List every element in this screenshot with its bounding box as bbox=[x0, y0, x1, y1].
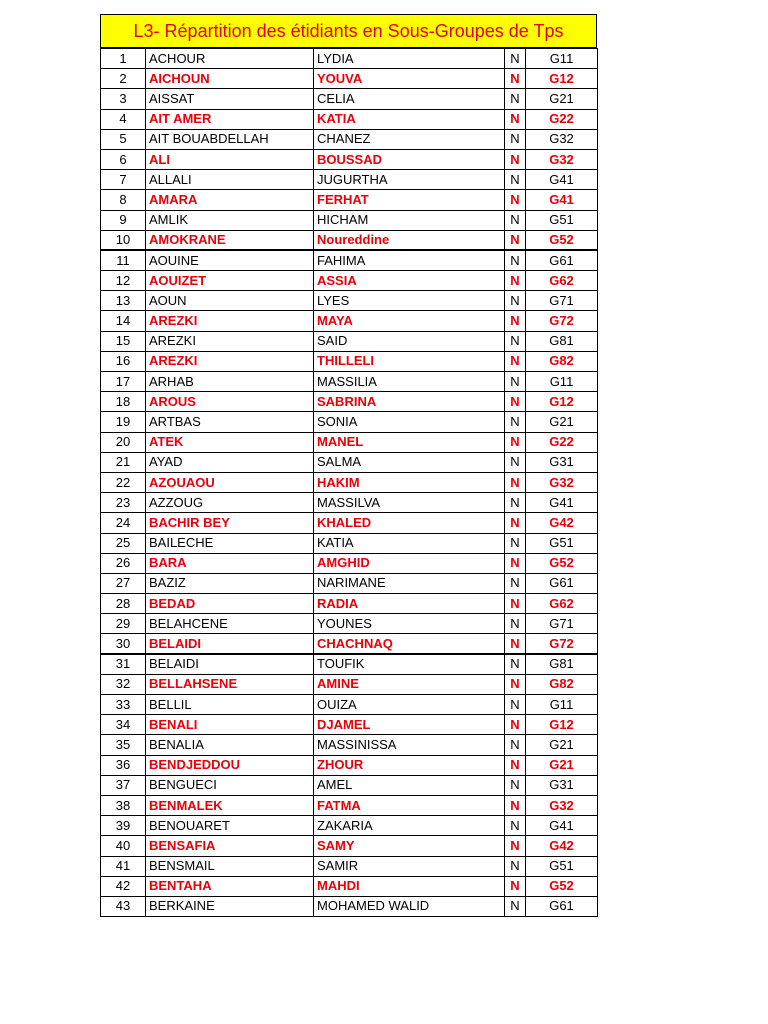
first-name-cell: MASSILVA bbox=[314, 493, 505, 513]
last-name-cell: BENALIA bbox=[146, 735, 314, 755]
row-number: 22 bbox=[101, 472, 146, 492]
status-cell: N bbox=[505, 715, 526, 735]
table-row bbox=[101, 210, 598, 230]
last-name-cell: AROUS bbox=[146, 392, 314, 412]
table-row bbox=[101, 553, 598, 573]
status-cell: N bbox=[505, 856, 526, 876]
sheet-title: L3- Répartition des étidiants en Sous-Groupes de Tps bbox=[100, 14, 597, 48]
table-row bbox=[101, 513, 598, 533]
table-row bbox=[101, 49, 598, 69]
student-sheet bbox=[100, 14, 597, 917]
last-name-cell: BERKAINE bbox=[146, 896, 314, 916]
last-name-cell: AOUINE bbox=[146, 250, 314, 270]
table-row bbox=[101, 170, 598, 190]
group-cell: G41 bbox=[526, 190, 598, 210]
last-name-cell: AICHOUN bbox=[146, 69, 314, 89]
status-cell: N bbox=[505, 876, 526, 896]
row-number: 28 bbox=[101, 594, 146, 614]
table-row bbox=[101, 836, 598, 856]
group-cell: G41 bbox=[526, 170, 598, 190]
last-name-cell: BELAIDI bbox=[146, 654, 314, 674]
table-row bbox=[101, 594, 598, 614]
last-name-cell: BENSMAIL bbox=[146, 856, 314, 876]
row-number: 41 bbox=[101, 856, 146, 876]
table-row bbox=[101, 311, 598, 331]
table-row bbox=[101, 573, 598, 593]
first-name-cell: CHACHNAQ bbox=[314, 634, 505, 654]
status-cell: N bbox=[505, 472, 526, 492]
table-row bbox=[101, 472, 598, 492]
group-cell: G21 bbox=[526, 755, 598, 775]
group-cell: G62 bbox=[526, 594, 598, 614]
table-row bbox=[101, 816, 598, 836]
group-cell: G32 bbox=[526, 795, 598, 815]
status-cell: N bbox=[505, 795, 526, 815]
status-cell: N bbox=[505, 412, 526, 432]
first-name-cell: AMINE bbox=[314, 674, 505, 694]
first-name-cell: SAID bbox=[314, 331, 505, 351]
table-row bbox=[101, 876, 598, 896]
group-cell: G61 bbox=[526, 896, 598, 916]
last-name-cell: BARA bbox=[146, 553, 314, 573]
row-number: 30 bbox=[101, 634, 146, 654]
last-name-cell: BELLIL bbox=[146, 695, 314, 715]
status-cell: N bbox=[505, 351, 526, 371]
status-cell: N bbox=[505, 654, 526, 674]
last-name-cell: BENTAHA bbox=[146, 876, 314, 896]
table-row bbox=[101, 129, 598, 149]
group-cell: G32 bbox=[526, 472, 598, 492]
last-name-cell: BENMALEK bbox=[146, 795, 314, 815]
status-cell: N bbox=[505, 129, 526, 149]
group-cell: G41 bbox=[526, 816, 598, 836]
group-cell: G72 bbox=[526, 311, 598, 331]
last-name-cell: AREZKI bbox=[146, 331, 314, 351]
table-row bbox=[101, 89, 598, 109]
last-name-cell: AOUIZET bbox=[146, 271, 314, 291]
table-row bbox=[101, 695, 598, 715]
row-number: 24 bbox=[101, 513, 146, 533]
last-name-cell: BENOUARET bbox=[146, 816, 314, 836]
status-cell: N bbox=[505, 331, 526, 351]
row-number: 20 bbox=[101, 432, 146, 452]
first-name-cell: AMEL bbox=[314, 775, 505, 795]
last-name-cell: BACHIR BEY bbox=[146, 513, 314, 533]
first-name-cell: MAYA bbox=[314, 311, 505, 331]
table-row bbox=[101, 271, 598, 291]
table-row bbox=[101, 775, 598, 795]
group-cell: G42 bbox=[526, 513, 598, 533]
group-cell: G51 bbox=[526, 533, 598, 553]
first-name-cell: ASSIA bbox=[314, 271, 505, 291]
group-cell: G52 bbox=[526, 876, 598, 896]
table-row bbox=[101, 634, 598, 654]
group-cell: G62 bbox=[526, 271, 598, 291]
row-number: 6 bbox=[101, 149, 146, 169]
status-cell: N bbox=[505, 695, 526, 715]
first-name-cell: ZHOUR bbox=[314, 755, 505, 775]
row-number: 12 bbox=[101, 271, 146, 291]
group-cell: G12 bbox=[526, 392, 598, 412]
table-row bbox=[101, 896, 598, 916]
first-name-cell: KHALED bbox=[314, 513, 505, 533]
status-cell: N bbox=[505, 614, 526, 634]
table-row bbox=[101, 392, 598, 412]
last-name-cell: ALLALI bbox=[146, 170, 314, 190]
group-cell: G11 bbox=[526, 695, 598, 715]
status-cell: N bbox=[505, 49, 526, 69]
group-cell: G41 bbox=[526, 493, 598, 513]
group-cell: G21 bbox=[526, 89, 598, 109]
first-name-cell: SONIA bbox=[314, 412, 505, 432]
group-cell: G82 bbox=[526, 351, 598, 371]
first-name-cell: Noureddine bbox=[314, 230, 505, 250]
table-row bbox=[101, 654, 598, 674]
status-cell: N bbox=[505, 250, 526, 270]
row-number: 35 bbox=[101, 735, 146, 755]
row-number: 38 bbox=[101, 795, 146, 815]
row-number: 3 bbox=[101, 89, 146, 109]
first-name-cell: THILLELI bbox=[314, 351, 505, 371]
row-number: 29 bbox=[101, 614, 146, 634]
group-cell: G21 bbox=[526, 735, 598, 755]
status-cell: N bbox=[505, 311, 526, 331]
group-cell: G31 bbox=[526, 452, 598, 472]
table-row bbox=[101, 291, 598, 311]
group-cell: G82 bbox=[526, 674, 598, 694]
group-cell: G11 bbox=[526, 372, 598, 392]
status-cell: N bbox=[505, 392, 526, 412]
first-name-cell: CELIA bbox=[314, 89, 505, 109]
table-row bbox=[101, 755, 598, 775]
group-cell: G61 bbox=[526, 573, 598, 593]
last-name-cell: AZOUAOU bbox=[146, 472, 314, 492]
table-row bbox=[101, 452, 598, 472]
table-row bbox=[101, 856, 598, 876]
row-number: 10 bbox=[101, 230, 146, 250]
last-name-cell: BELAHCENE bbox=[146, 614, 314, 634]
row-number: 37 bbox=[101, 775, 146, 795]
group-cell: G32 bbox=[526, 149, 598, 169]
row-number: 4 bbox=[101, 109, 146, 129]
row-number: 25 bbox=[101, 533, 146, 553]
row-number: 33 bbox=[101, 695, 146, 715]
first-name-cell: HAKIM bbox=[314, 472, 505, 492]
group-cell: G12 bbox=[526, 69, 598, 89]
row-number: 1 bbox=[101, 49, 146, 69]
first-name-cell: RADIA bbox=[314, 594, 505, 614]
table-row bbox=[101, 493, 598, 513]
group-cell: G21 bbox=[526, 412, 598, 432]
first-name-cell: LYES bbox=[314, 291, 505, 311]
table-row bbox=[101, 250, 598, 270]
last-name-cell: BENALI bbox=[146, 715, 314, 735]
group-cell: G22 bbox=[526, 109, 598, 129]
last-name-cell: ARHAB bbox=[146, 372, 314, 392]
first-name-cell: FERHAT bbox=[314, 190, 505, 210]
group-cell: G81 bbox=[526, 654, 598, 674]
last-name-cell: BENSAFIA bbox=[146, 836, 314, 856]
table-row bbox=[101, 715, 598, 735]
status-cell: N bbox=[505, 836, 526, 856]
status-cell: N bbox=[505, 533, 526, 553]
row-number: 40 bbox=[101, 836, 146, 856]
group-cell: G72 bbox=[526, 634, 598, 654]
row-number: 39 bbox=[101, 816, 146, 836]
status-cell: N bbox=[505, 493, 526, 513]
group-cell: G51 bbox=[526, 856, 598, 876]
last-name-cell: BELLAHSENE bbox=[146, 674, 314, 694]
row-number: 13 bbox=[101, 291, 146, 311]
student-table bbox=[100, 48, 598, 917]
student-table-body bbox=[101, 49, 598, 917]
first-name-cell: AMGHID bbox=[314, 553, 505, 573]
last-name-cell: AIT BOUABDELLAH bbox=[146, 129, 314, 149]
last-name-cell: BAILECHE bbox=[146, 533, 314, 553]
first-name-cell: JUGURTHA bbox=[314, 170, 505, 190]
table-row bbox=[101, 109, 598, 129]
last-name-cell: ACHOUR bbox=[146, 49, 314, 69]
table-row bbox=[101, 432, 598, 452]
table-row bbox=[101, 795, 598, 815]
last-name-cell: AYAD bbox=[146, 452, 314, 472]
first-name-cell: MASSILIA bbox=[314, 372, 505, 392]
last-name-cell: ARTBAS bbox=[146, 412, 314, 432]
row-number: 23 bbox=[101, 493, 146, 513]
status-cell: N bbox=[505, 109, 526, 129]
status-cell: N bbox=[505, 674, 526, 694]
group-cell: G31 bbox=[526, 775, 598, 795]
row-number: 19 bbox=[101, 412, 146, 432]
first-name-cell: SABRINA bbox=[314, 392, 505, 412]
last-name-cell: ALI bbox=[146, 149, 314, 169]
status-cell: N bbox=[505, 291, 526, 311]
last-name-cell: BEDAD bbox=[146, 594, 314, 614]
row-number: 11 bbox=[101, 250, 146, 270]
first-name-cell: DJAMEL bbox=[314, 715, 505, 735]
row-number: 36 bbox=[101, 755, 146, 775]
last-name-cell: AIT AMER bbox=[146, 109, 314, 129]
first-name-cell: BOUSSAD bbox=[314, 149, 505, 169]
first-name-cell: FATMA bbox=[314, 795, 505, 815]
status-cell: N bbox=[505, 755, 526, 775]
first-name-cell: NARIMANE bbox=[314, 573, 505, 593]
status-cell: N bbox=[505, 149, 526, 169]
row-number: 26 bbox=[101, 553, 146, 573]
last-name-cell: AZZOUG bbox=[146, 493, 314, 513]
row-number: 32 bbox=[101, 674, 146, 694]
table-row bbox=[101, 190, 598, 210]
row-number: 16 bbox=[101, 351, 146, 371]
first-name-cell: MOHAMED WALID bbox=[314, 896, 505, 916]
row-number: 31 bbox=[101, 654, 146, 674]
last-name-cell: AISSAT bbox=[146, 89, 314, 109]
table-row bbox=[101, 614, 598, 634]
first-name-cell: OUIZA bbox=[314, 695, 505, 715]
table-row bbox=[101, 735, 598, 755]
group-cell: G12 bbox=[526, 715, 598, 735]
first-name-cell: KATIA bbox=[314, 109, 505, 129]
row-number: 7 bbox=[101, 170, 146, 190]
table-row bbox=[101, 412, 598, 432]
status-cell: N bbox=[505, 896, 526, 916]
row-number: 15 bbox=[101, 331, 146, 351]
row-number: 27 bbox=[101, 573, 146, 593]
table-row bbox=[101, 149, 598, 169]
last-name-cell: AOUN bbox=[146, 291, 314, 311]
row-number: 18 bbox=[101, 392, 146, 412]
first-name-cell: ZAKARIA bbox=[314, 816, 505, 836]
last-name-cell: AREZKI bbox=[146, 311, 314, 331]
status-cell: N bbox=[505, 271, 526, 291]
first-name-cell: LYDIA bbox=[314, 49, 505, 69]
last-name-cell: AMLIK bbox=[146, 210, 314, 230]
status-cell: N bbox=[505, 210, 526, 230]
last-name-cell: BAZIZ bbox=[146, 573, 314, 593]
group-cell: G52 bbox=[526, 553, 598, 573]
first-name-cell: SAMY bbox=[314, 836, 505, 856]
group-cell: G61 bbox=[526, 250, 598, 270]
first-name-cell: KATIA bbox=[314, 533, 505, 553]
status-cell: N bbox=[505, 513, 526, 533]
last-name-cell: AMOKRANE bbox=[146, 230, 314, 250]
row-number: 9 bbox=[101, 210, 146, 230]
group-cell: G42 bbox=[526, 836, 598, 856]
table-row bbox=[101, 372, 598, 392]
status-cell: N bbox=[505, 573, 526, 593]
status-cell: N bbox=[505, 634, 526, 654]
status-cell: N bbox=[505, 230, 526, 250]
first-name-cell: FAHIMA bbox=[314, 250, 505, 270]
status-cell: N bbox=[505, 190, 526, 210]
group-cell: G22 bbox=[526, 432, 598, 452]
status-cell: N bbox=[505, 553, 526, 573]
status-cell: N bbox=[505, 170, 526, 190]
group-cell: G52 bbox=[526, 230, 598, 250]
row-number: 8 bbox=[101, 190, 146, 210]
status-cell: N bbox=[505, 775, 526, 795]
first-name-cell: TOUFIK bbox=[314, 654, 505, 674]
first-name-cell: MANEL bbox=[314, 432, 505, 452]
row-number: 34 bbox=[101, 715, 146, 735]
table-row bbox=[101, 230, 598, 250]
row-number: 43 bbox=[101, 896, 146, 916]
group-cell: G11 bbox=[526, 49, 598, 69]
first-name-cell: SAMIR bbox=[314, 856, 505, 876]
table-row bbox=[101, 331, 598, 351]
group-cell: G81 bbox=[526, 331, 598, 351]
first-name-cell: HICHAM bbox=[314, 210, 505, 230]
first-name-cell: YOUVA bbox=[314, 69, 505, 89]
status-cell: N bbox=[505, 69, 526, 89]
row-number: 21 bbox=[101, 452, 146, 472]
last-name-cell: ATEK bbox=[146, 432, 314, 452]
last-name-cell: AREZKI bbox=[146, 351, 314, 371]
status-cell: N bbox=[505, 816, 526, 836]
table-row bbox=[101, 533, 598, 553]
status-cell: N bbox=[505, 89, 526, 109]
first-name-cell: SALMA bbox=[314, 452, 505, 472]
row-number: 42 bbox=[101, 876, 146, 896]
status-cell: N bbox=[505, 452, 526, 472]
table-row bbox=[101, 351, 598, 371]
row-number: 17 bbox=[101, 372, 146, 392]
group-cell: G32 bbox=[526, 129, 598, 149]
first-name-cell: CHANEZ bbox=[314, 129, 505, 149]
last-name-cell: BENDJEDDOU bbox=[146, 755, 314, 775]
first-name-cell: MAHDI bbox=[314, 876, 505, 896]
group-cell: G71 bbox=[526, 291, 598, 311]
status-cell: N bbox=[505, 372, 526, 392]
group-cell: G51 bbox=[526, 210, 598, 230]
row-number: 5 bbox=[101, 129, 146, 149]
status-cell: N bbox=[505, 735, 526, 755]
table-row bbox=[101, 69, 598, 89]
last-name-cell: BELAIDI bbox=[146, 634, 314, 654]
last-name-cell: BENGUECI bbox=[146, 775, 314, 795]
last-name-cell: AMARA bbox=[146, 190, 314, 210]
table-row bbox=[101, 674, 598, 694]
status-cell: N bbox=[505, 594, 526, 614]
first-name-cell: MASSINISSA bbox=[314, 735, 505, 755]
row-number: 14 bbox=[101, 311, 146, 331]
first-name-cell: YOUNES bbox=[314, 614, 505, 634]
row-number: 2 bbox=[101, 69, 146, 89]
group-cell: G71 bbox=[526, 614, 598, 634]
status-cell: N bbox=[505, 432, 526, 452]
